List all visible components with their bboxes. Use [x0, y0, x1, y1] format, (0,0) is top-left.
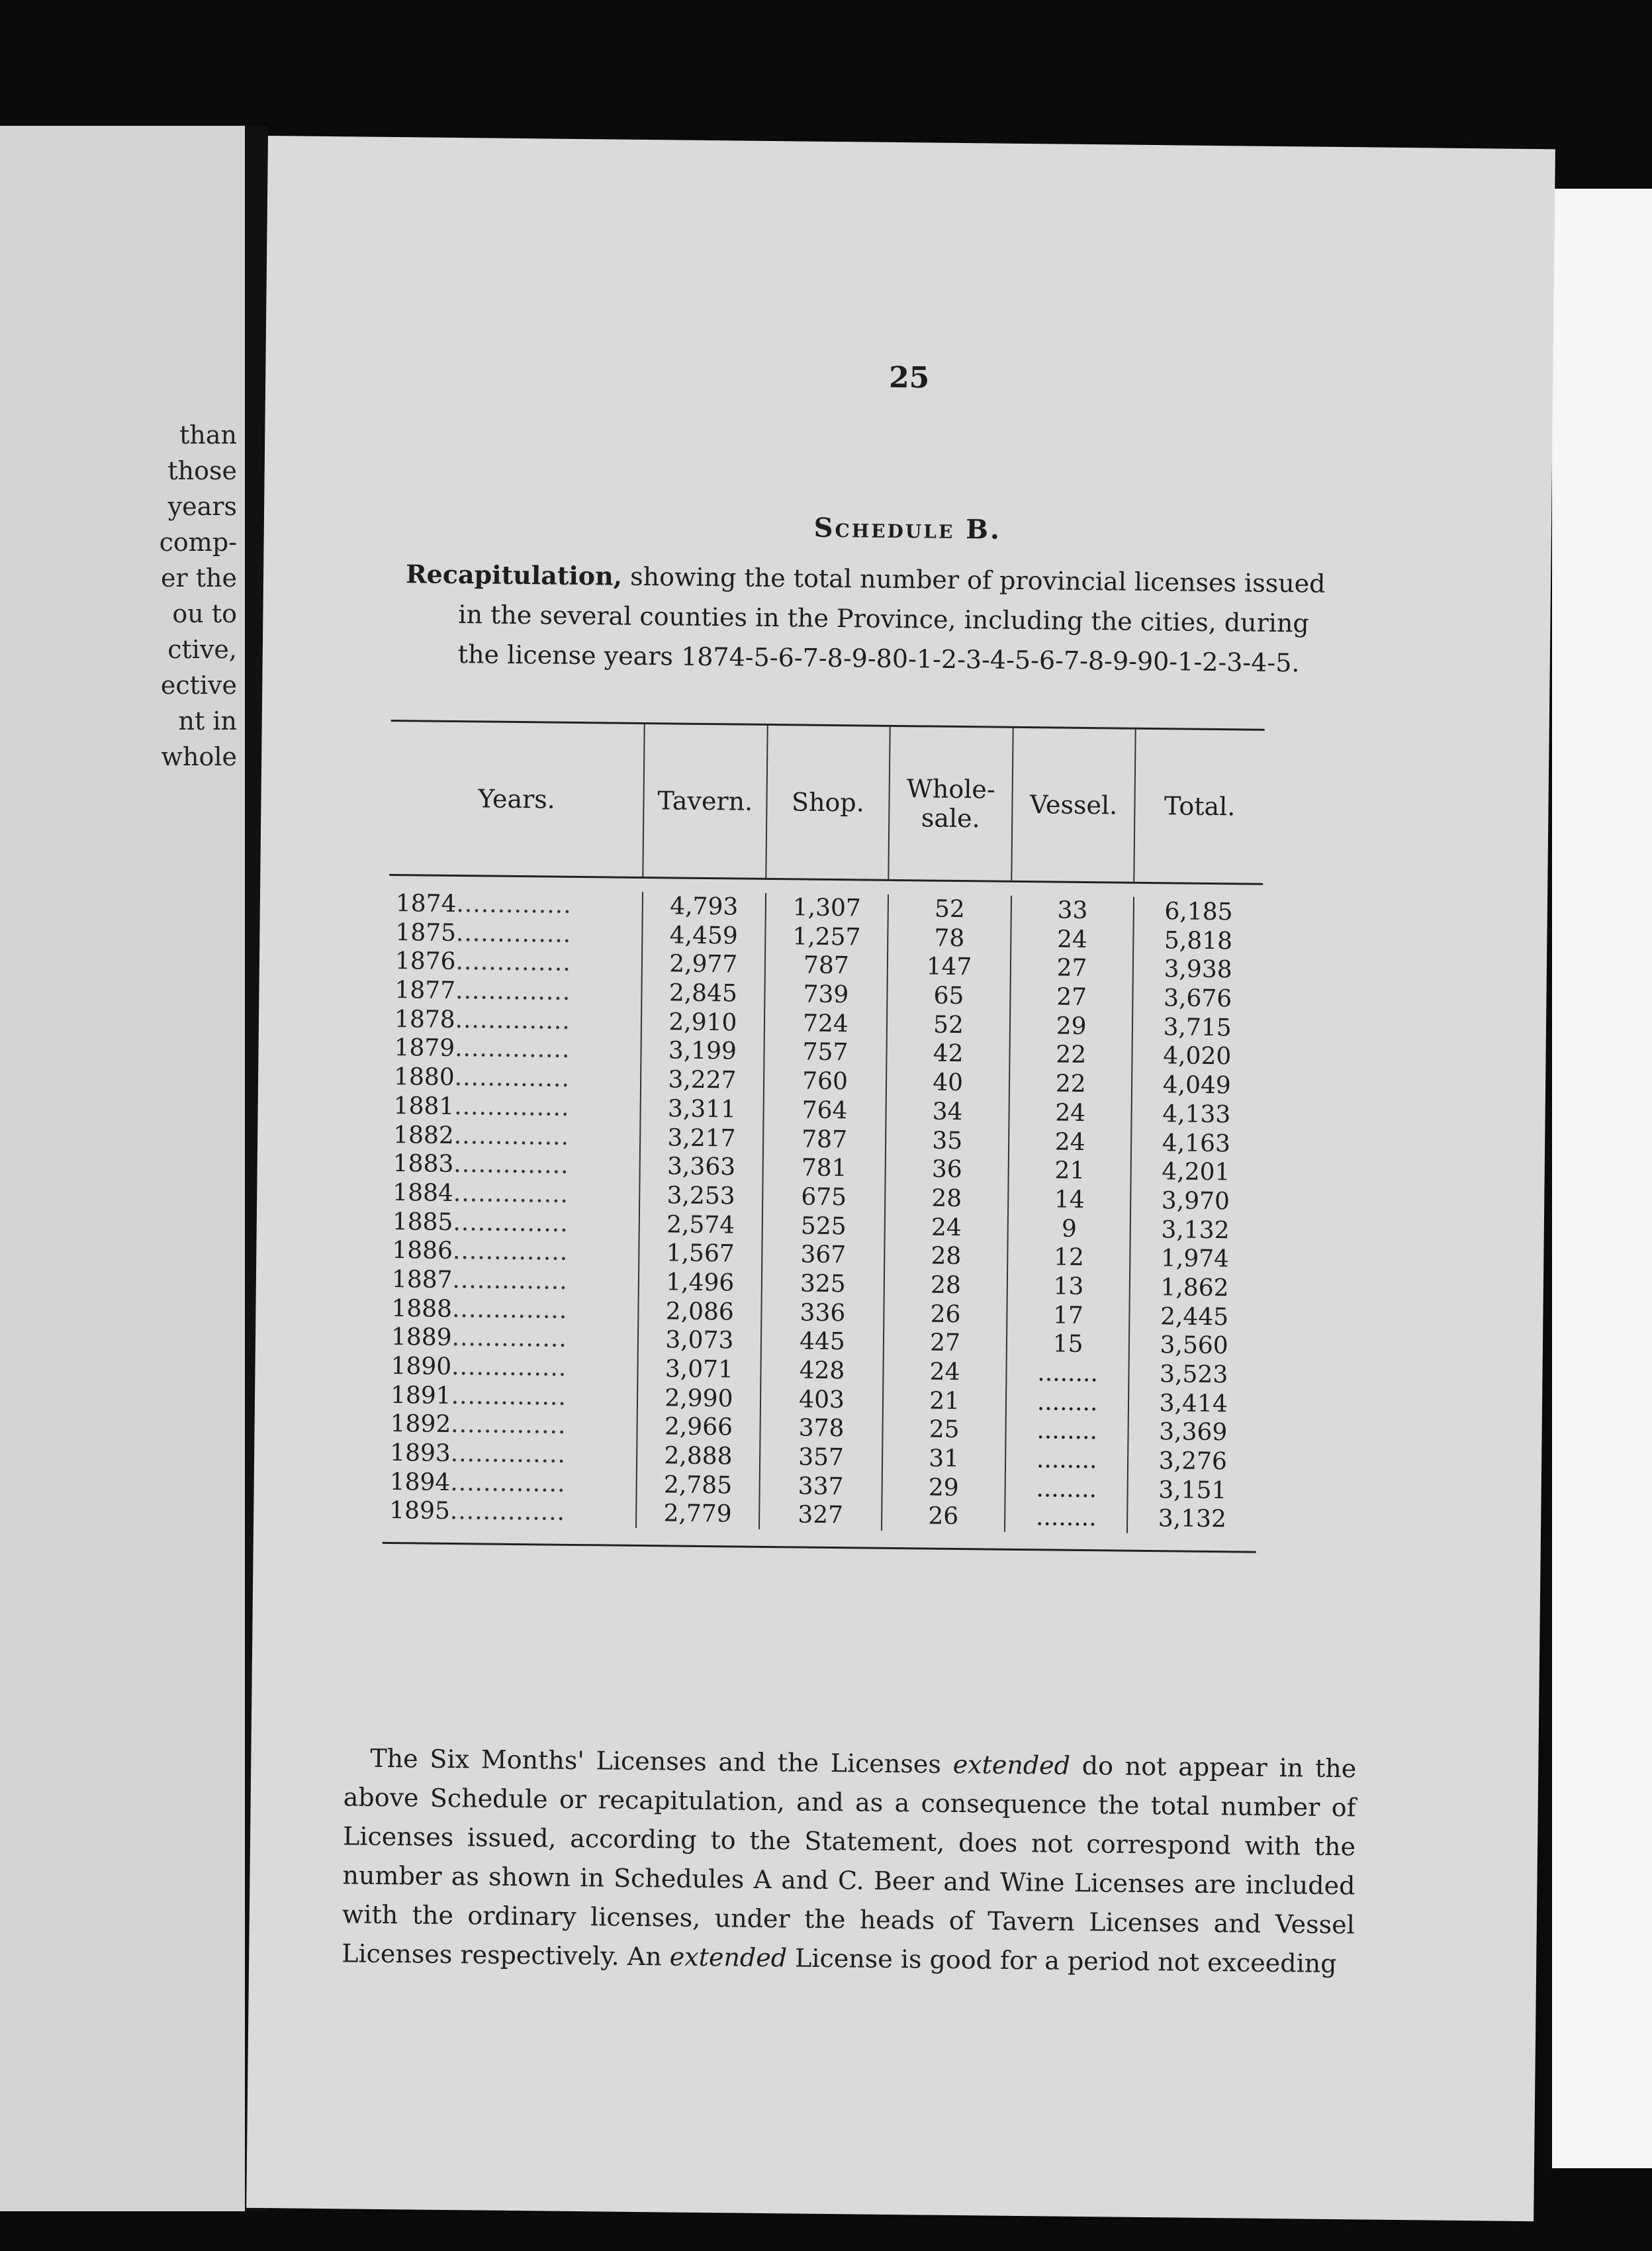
table-cell-wholesale: 21	[929, 1387, 960, 1415]
header-years: Years.	[478, 784, 556, 814]
footnote-part1: The Six Months' Licenses and the Licenses	[370, 1743, 953, 1779]
year-label: 1882	[392, 1121, 455, 1149]
year-label: 1874	[395, 890, 457, 918]
table-cell-vessel: 13	[1053, 1272, 1084, 1300]
table-cell-shop: 675	[801, 1183, 847, 1212]
table-cell-year	[383, 1468, 636, 1500]
table-cell-tavern: 2,990	[665, 1384, 733, 1413]
header-total: Total.	[1134, 730, 1265, 883]
table-cell-wholesale: 34	[932, 1098, 963, 1126]
table-cell-total: 3,676	[1163, 984, 1232, 1013]
schedule-heading: Schedule B.	[813, 512, 1002, 546]
table-cell-vessel: ........	[1036, 1475, 1097, 1503]
page-number: 25	[888, 360, 930, 395]
footnote-italic2: extended	[669, 1942, 788, 1973]
table-cell-year	[389, 918, 642, 950]
table-cell-year	[383, 1496, 636, 1528]
leader-dots: ..............	[453, 1122, 570, 1151]
header-shop: Shop.	[765, 726, 890, 879]
table-cell-wholesale: 40	[933, 1069, 964, 1097]
table-cell-vessel: ........	[1037, 1359, 1099, 1388]
year-label: 1886	[392, 1237, 453, 1265]
table-cell-vessel: 24	[1054, 1128, 1085, 1156]
leader-dots: ..............	[450, 1440, 567, 1468]
table-cell-total: 1,862	[1160, 1274, 1229, 1302]
facing-page-line: years	[167, 492, 237, 521]
footnote-part2: do not appear in the above Schedule or recapitulation, and as a consequence the total number of Licenses issued, according to the Statement, does not correspond with the number as shown in Schedules A and C. Beer and Wine Licenses are included with the ordinary licenses, under the heads of Tavern Licenses and Vessel Licenses respectively. An	[342, 1750, 1357, 1972]
table-cell-vessel: 15	[1052, 1330, 1083, 1359]
table-cell-tavern: 2,086	[665, 1298, 735, 1326]
table-cell-vessel: 24	[1055, 1099, 1086, 1127]
table-cell-year	[389, 947, 642, 979]
table-cell-year	[385, 1236, 639, 1268]
year-label: 1887	[391, 1265, 453, 1294]
table-cell-year	[384, 1381, 637, 1413]
table-cell-tavern: 2,910	[668, 1008, 737, 1037]
year-label: 1880	[393, 1063, 455, 1092]
table-cell-year	[386, 1208, 639, 1239]
year-label: 1895	[389, 1497, 451, 1525]
leader-dots: ..............	[454, 1035, 571, 1064]
leader-dots: ..............	[454, 1064, 571, 1092]
leader-dots: ..............	[452, 1237, 569, 1267]
table-cell-vessel: ........	[1036, 1388, 1098, 1416]
table-cell-year	[387, 1092, 640, 1124]
table-cell-vessel: 27	[1056, 954, 1087, 982]
table-cell-vessel: 17	[1052, 1302, 1084, 1329]
table-body	[383, 876, 1263, 1553]
year-label: 1885	[392, 1208, 453, 1236]
facing-page-line: ctive,	[167, 635, 237, 664]
table-cell-wholesale: 24	[929, 1358, 960, 1386]
table-cell-total: 4,049	[1162, 1071, 1232, 1100]
header-vessel: Vessel.	[1011, 728, 1135, 882]
table-cell-shop: 1,257	[792, 923, 861, 951]
table-cell-year	[388, 1005, 641, 1037]
table-cell-total: 4,133	[1162, 1100, 1231, 1129]
table-cell-total: 3,276	[1158, 1447, 1228, 1476]
table-cell-wholesale: 26	[930, 1300, 961, 1328]
table-cell-tavern: 3,217	[667, 1124, 736, 1152]
table-cell-wholesale: 29	[928, 1474, 959, 1502]
table-cell-shop: 336	[800, 1299, 846, 1327]
table-cell-tavern: 3,363	[666, 1153, 736, 1181]
table-cell-year	[389, 889, 643, 921]
table-cell-wholesale: 28	[930, 1271, 962, 1299]
table-cell-shop: 337	[798, 1472, 844, 1500]
facing-page-text	[12, 417, 237, 775]
table-cell-wholesale: 24	[931, 1214, 962, 1241]
table-cell-shop: 403	[798, 1386, 845, 1413]
leader-dots: ..............	[455, 948, 571, 977]
table-cell-tavern: 2,785	[663, 1471, 733, 1500]
table-cell-shop: 787	[802, 1126, 848, 1153]
table-cell-tavern: 3,253	[666, 1182, 735, 1210]
year-label: 1890	[390, 1353, 452, 1381]
table-cell-total: 3,560	[1160, 1331, 1228, 1360]
table-cell-wholesale: 36	[931, 1155, 962, 1184]
table-cell-wholesale: 31	[929, 1445, 960, 1473]
table-cell-wholesale: 42	[933, 1040, 964, 1068]
table-cell-wholesale: 35	[932, 1127, 963, 1155]
table-cell-vessel: 22	[1056, 1041, 1087, 1069]
table-cell-vessel: 22	[1055, 1070, 1086, 1098]
table-cell-year	[386, 1178, 639, 1210]
table-cell-tavern: 2,888	[664, 1442, 733, 1470]
table-cell-tavern: 3,199	[668, 1037, 737, 1065]
leader-dots: ..............	[452, 1266, 568, 1295]
table-header-row	[389, 722, 1264, 885]
leader-dots: ..............	[449, 1498, 566, 1527]
facing-page-line: than	[179, 420, 237, 450]
table-cell-vessel: ........	[1036, 1446, 1097, 1474]
year-label: 1876	[394, 947, 456, 976]
table-cell-shop: 428	[799, 1357, 845, 1385]
table-cell-total: 3,132	[1161, 1216, 1230, 1244]
header-tavern: Tavern.	[642, 724, 766, 878]
table-cell-tavern: 2,966	[664, 1413, 733, 1441]
table-cell-tavern: 2,977	[669, 950, 738, 979]
column-tavern	[635, 892, 765, 1529]
year-label: 1888	[391, 1294, 453, 1323]
leader-dots: ..............	[453, 1208, 569, 1237]
table-cell-total: 3,369	[1159, 1418, 1228, 1447]
table-cell-total: 5,818	[1164, 926, 1233, 955]
table-cell-year	[384, 1352, 637, 1384]
table-cell-tavern: 1,496	[666, 1269, 735, 1297]
leader-dots: ..............	[455, 1006, 571, 1035]
header-wholesale: Whole-sale.	[888, 727, 1013, 881]
table-cell-year	[385, 1323, 638, 1355]
table-cell-shop: 378	[798, 1414, 845, 1443]
leader-dots: ..............	[454, 1092, 570, 1122]
table-cell-shop: 787	[803, 951, 849, 980]
table-cell-wholesale: 25	[929, 1415, 960, 1444]
leader-dots: ..............	[455, 919, 572, 948]
footnote-part3: License is good for a period not exceeding	[786, 1943, 1337, 1979]
table-cell-shop: 757	[802, 1038, 849, 1067]
table-cell-shop: 367	[800, 1241, 847, 1269]
table-cell-total: 2,445	[1160, 1302, 1229, 1331]
table-cell-tavern: 2,574	[666, 1210, 735, 1239]
table-cell-total: 4,020	[1162, 1042, 1232, 1071]
table-cell-shop: 739	[803, 981, 849, 1009]
table-cell-shop: 325	[800, 1270, 846, 1298]
table-cell-tavern: 1,567	[666, 1239, 735, 1268]
year-label: 1875	[395, 918, 457, 947]
facing-page-line: whole	[161, 742, 237, 771]
table-cell-total: 3,970	[1161, 1187, 1230, 1216]
table-cell-year	[383, 1410, 637, 1441]
table-cell-shop: 760	[802, 1067, 849, 1096]
facing-page-line: er the	[161, 563, 237, 593]
column-shop	[758, 893, 888, 1531]
license-table	[383, 720, 1265, 1553]
table-cell-shop: 724	[802, 1010, 849, 1038]
table-cell-total: 3,715	[1163, 1013, 1232, 1042]
facing-page-line: nt in	[178, 706, 237, 736]
leader-dots: ..............	[456, 890, 572, 919]
table-cell-total: 3,938	[1164, 955, 1232, 984]
table-cell-wholesale: 28	[931, 1242, 962, 1270]
year-label: 1878	[394, 1005, 455, 1033]
year-label: 1893	[389, 1439, 451, 1468]
table-cell-wholesale: 27	[929, 1329, 961, 1357]
table-cell-wholesale: 78	[934, 924, 965, 952]
document-page	[246, 136, 1555, 2221]
table-cell-vessel: ........	[1035, 1504, 1097, 1532]
table-cell-shop: 327	[798, 1501, 844, 1529]
table-cell-vessel: 9	[1061, 1215, 1078, 1243]
facing-page-line: comp-	[159, 528, 237, 557]
recapitulation-paragraph	[405, 554, 1353, 683]
column-years	[383, 889, 642, 1528]
table-cell-wholesale: 52	[933, 1011, 964, 1039]
table-cell-year	[385, 1265, 639, 1297]
table-cell-tavern: 2,779	[663, 1500, 732, 1528]
table-cell-wholesale: 28	[931, 1184, 962, 1212]
year-label: 1891	[390, 1381, 451, 1410]
facing-page-line: ou to	[172, 599, 237, 628]
footnote-paragraph	[342, 1739, 1357, 1984]
table-cell-vessel: 24	[1056, 926, 1088, 953]
leader-dots: ..............	[451, 1353, 567, 1382]
table-cell-year	[387, 1033, 641, 1065]
leader-dots: ..............	[451, 1295, 568, 1324]
table-cell-tavern: 3,311	[667, 1095, 737, 1124]
table-cell-year	[388, 976, 641, 1008]
next-page-edge	[1552, 189, 1652, 2168]
table-cell-shop: 525	[800, 1212, 847, 1240]
footnote-italic1: extended	[952, 1749, 1071, 1780]
table-cell-year	[387, 1149, 640, 1181]
column-total	[1126, 897, 1263, 1535]
recapitulation-text: showing the total number of provincial licenses issued in the several counties in the Province, including the cities, during the license years 1874-5-6-7-8-9-80-1-2-3-4-5-6-7-8-9-90-1-2-3-4-5.	[457, 561, 1326, 678]
table-cell-tavern: 2,845	[668, 979, 738, 1008]
table-cell-shop: 764	[802, 1096, 848, 1125]
year-label: 1894	[389, 1468, 451, 1496]
year-label: 1884	[392, 1178, 454, 1207]
table-cell-total: 3,414	[1159, 1389, 1228, 1417]
table-cell-vessel: 12	[1053, 1243, 1085, 1272]
table-cell-tavern: 3,227	[668, 1066, 737, 1094]
table-cell-year	[385, 1294, 638, 1326]
table-cell-vessel: ........	[1036, 1417, 1098, 1445]
table-cell-shop: 357	[798, 1443, 845, 1472]
table-cell-total: 6,185	[1164, 898, 1233, 926]
table-cell-year	[383, 1439, 637, 1470]
year-label: 1879	[394, 1034, 455, 1063]
column-wholesale	[881, 894, 1011, 1532]
leader-dots: ..............	[451, 1411, 567, 1440]
facing-page-line: those	[167, 456, 237, 485]
table-cell-total: 1,974	[1160, 1245, 1230, 1273]
table-cell-tavern: 4,459	[669, 922, 739, 950]
leader-dots: ..............	[451, 1324, 568, 1353]
table-cell-year	[387, 1120, 640, 1152]
table-cell-vessel: 21	[1054, 1157, 1085, 1185]
table-cell-vessel: 33	[1057, 896, 1088, 925]
facing-page	[0, 126, 245, 2211]
table-cell-vessel: 29	[1056, 1012, 1087, 1040]
table-cell-vessel: 27	[1056, 983, 1087, 1012]
leader-dots: ..............	[450, 1468, 566, 1498]
facing-page-line: ective	[160, 671, 237, 700]
table-cell-total: 3,151	[1158, 1476, 1227, 1505]
leader-dots: ..............	[453, 1179, 569, 1208]
table-cell-tavern: 3,071	[665, 1355, 734, 1384]
year-label: 1881	[393, 1092, 455, 1120]
table-cell-total: 4,163	[1162, 1129, 1231, 1157]
table-cell-wholesale: 26	[928, 1502, 959, 1531]
table-cell-tavern: 4,793	[669, 892, 739, 921]
table-cell-shop: 445	[799, 1327, 846, 1356]
leader-dots: ..............	[455, 977, 571, 1006]
year-label: 1892	[390, 1410, 451, 1439]
year-label: 1883	[392, 1150, 454, 1178]
table-cell-total: 3,132	[1158, 1505, 1227, 1533]
table-cell-wholesale: 65	[933, 982, 964, 1010]
table-cell-total: 4,201	[1162, 1158, 1230, 1186]
table-cell-total: 3,523	[1159, 1361, 1228, 1389]
year-label: 1877	[394, 977, 456, 1005]
table-cell-shop: 781	[801, 1154, 847, 1182]
table-cell-shop: 1,307	[792, 894, 862, 922]
leader-dots: ..............	[451, 1382, 567, 1411]
year-label: 1889	[390, 1323, 452, 1352]
leader-dots: ..............	[453, 1151, 569, 1180]
recapitulation-lead: Recapitulation,	[405, 559, 623, 591]
column-vessel	[1004, 896, 1134, 1533]
table-cell-year	[387, 1063, 641, 1094]
table-cell-wholesale: 52	[934, 895, 966, 924]
table-cell-vessel: 14	[1054, 1186, 1085, 1214]
table-cell-tavern: 3,073	[665, 1326, 734, 1355]
table-cell-wholesale: 147	[926, 953, 972, 981]
